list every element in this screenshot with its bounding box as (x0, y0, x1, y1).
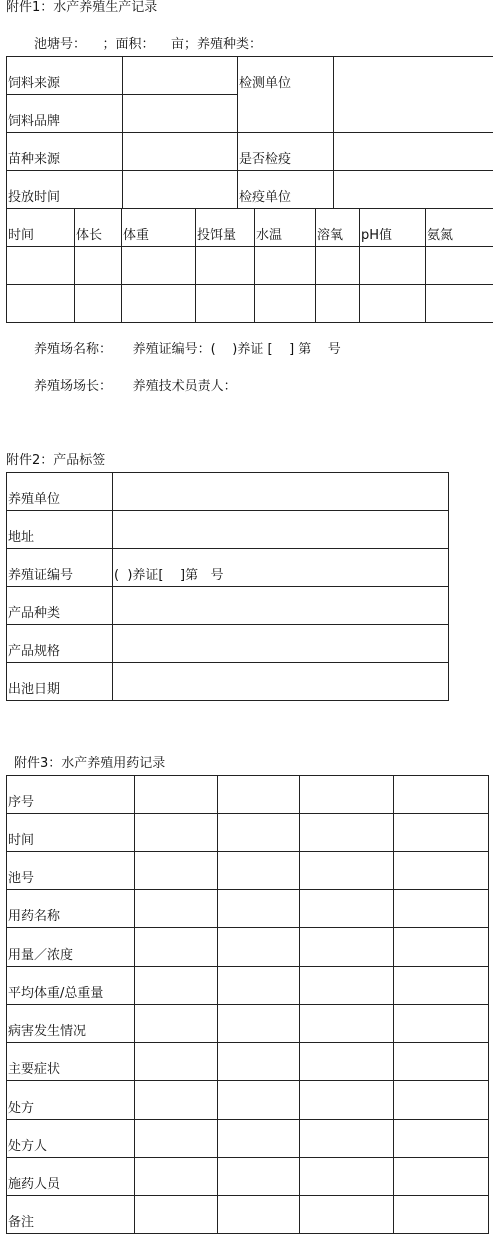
data-cell[interactable] (394, 1081, 489, 1120)
value-cell[interactable] (113, 473, 449, 511)
label-cell: 地址 (7, 511, 113, 549)
info-label: 饲料来源 (7, 57, 123, 95)
data-cell[interactable] (426, 285, 493, 323)
data-cell[interactable] (394, 1196, 489, 1234)
table-row (7, 1196, 489, 1234)
label-cell: 产品规格 (7, 625, 113, 663)
info-label: 是否检疫 (238, 133, 334, 171)
data-cell[interactable] (7, 247, 75, 285)
data-cell[interactable] (135, 1196, 218, 1234)
data-cell[interactable] (135, 928, 218, 967)
data-cell[interactable] (135, 814, 218, 852)
table-row (7, 247, 493, 285)
data-cell[interactable] (255, 285, 316, 323)
data-cell[interactable] (300, 1005, 394, 1043)
data-cell[interactable] (218, 1196, 300, 1234)
data-cell[interactable] (135, 1081, 218, 1120)
data-cell[interactable] (135, 967, 218, 1005)
data-cell[interactable] (394, 890, 489, 928)
value-cell[interactable] (113, 587, 449, 625)
data-cell[interactable] (135, 852, 218, 890)
row-label: 病害发生情况 (7, 1005, 135, 1043)
data-cell[interactable] (300, 1043, 394, 1081)
data-cell[interactable] (394, 814, 489, 852)
label-cell: 产品种类 (7, 587, 113, 625)
info-label: 检疫单位 (238, 171, 334, 209)
column-header: 溶氧 (316, 209, 360, 247)
data-cell[interactable] (300, 890, 394, 928)
data-cell[interactable] (316, 247, 360, 285)
row-label: 施药人员 (7, 1158, 135, 1196)
data-cell[interactable] (300, 776, 394, 814)
data-cell[interactable] (300, 928, 394, 967)
column-header: 体重 (122, 209, 196, 247)
column-header: 投饵量 (196, 209, 255, 247)
value-cell[interactable] (113, 663, 449, 701)
info-value-cell[interactable] (334, 57, 493, 133)
data-cell[interactable] (394, 852, 489, 890)
info-label: 检测单位 (238, 57, 334, 133)
farm-manager-line: 养殖场场长： 养殖技术员责人： (34, 379, 237, 394)
data-cell[interactable] (135, 1043, 218, 1081)
section1-subtitle: 池塘号： ；面积： 亩；养殖种类： (34, 37, 263, 52)
data-cell[interactable] (394, 1158, 489, 1196)
table-row (7, 928, 489, 967)
data-cell[interactable] (394, 1043, 489, 1081)
data-cell[interactable] (75, 285, 122, 323)
data-cell[interactable] (300, 967, 394, 1005)
table-row (7, 1043, 489, 1081)
data-cell[interactable] (135, 776, 218, 814)
info-value-cell[interactable] (123, 171, 238, 209)
row-label: 时间 (7, 814, 135, 852)
data-cell[interactable] (122, 285, 196, 323)
row-label: 处方 (7, 1081, 135, 1120)
value-cell[interactable] (113, 625, 449, 663)
table-row (7, 852, 489, 890)
column-header: 体长 (75, 209, 122, 247)
data-cell[interactable] (394, 776, 489, 814)
data-cell[interactable] (196, 247, 255, 285)
column-header: pH值 (360, 209, 426, 247)
row-label: 序号 (7, 776, 135, 814)
table-row (7, 776, 489, 814)
data-cell[interactable] (135, 890, 218, 928)
data-cell[interactable] (196, 285, 255, 323)
row-label: 池号 (7, 852, 135, 890)
data-cell[interactable] (300, 1196, 394, 1234)
info-label: 饲料品牌 (7, 95, 123, 133)
data-cell[interactable] (218, 1043, 300, 1081)
data-cell[interactable] (218, 852, 300, 890)
value-cell[interactable]: ( )养证[ ]第 号 (113, 549, 449, 587)
info-value-cell[interactable] (334, 171, 493, 209)
table-row (7, 1081, 489, 1120)
data-cell[interactable] (218, 890, 300, 928)
data-cell[interactable] (300, 1120, 394, 1158)
value-cell[interactable] (113, 511, 449, 549)
data-cell[interactable] (218, 967, 300, 1005)
row-label: 备注 (7, 1196, 135, 1234)
data-cell[interactable] (300, 852, 394, 890)
row-label: 用药名称 (7, 890, 135, 928)
section2-title: 附件2：产品标签 (6, 453, 106, 468)
data-cell[interactable] (218, 1005, 300, 1043)
data-cell[interactable] (394, 928, 489, 967)
info-label: 苗种来源 (7, 133, 123, 171)
data-cell[interactable] (135, 1005, 218, 1043)
data-cell[interactable] (394, 967, 489, 1005)
data-cell[interactable] (360, 247, 426, 285)
info-value-cell[interactable] (123, 57, 238, 95)
table-row (7, 1158, 489, 1196)
data-cell[interactable] (360, 285, 426, 323)
data-cell[interactable] (122, 247, 196, 285)
data-cell[interactable] (394, 1120, 489, 1158)
data-cell[interactable] (300, 1081, 394, 1120)
data-cell[interactable] (300, 814, 394, 852)
data-cell[interactable] (300, 1158, 394, 1196)
row-label: 主要症状 (7, 1043, 135, 1081)
data-cell[interactable] (218, 814, 300, 852)
row-label: 处方人 (7, 1120, 135, 1158)
info-value-cell[interactable] (123, 95, 238, 133)
row-label: 用量／浓度 (7, 928, 135, 967)
medication-record-table (6, 775, 489, 1234)
data-cell[interactable] (218, 928, 300, 967)
info-value-cell[interactable] (334, 133, 493, 171)
table-row (7, 967, 489, 1005)
row-label: 平均体重/总重量 (7, 967, 135, 1005)
data-cell[interactable] (255, 247, 316, 285)
data-cell[interactable] (394, 1005, 489, 1043)
label-cell: 养殖单位 (7, 473, 113, 511)
table-row (7, 890, 489, 928)
data-cell[interactable] (7, 285, 75, 323)
data-cell[interactable] (135, 1120, 218, 1158)
data-cell[interactable] (218, 776, 300, 814)
data-cell[interactable] (135, 1158, 218, 1196)
farm-name-line: 养殖场名称： 养殖证编号：( )养证 [ ] 第 号 (34, 342, 341, 357)
data-cell[interactable] (218, 1158, 300, 1196)
label-cell: 养殖证编号 (7, 549, 113, 587)
table-row (7, 285, 493, 323)
table-row (7, 1120, 489, 1158)
data-cell[interactable] (426, 247, 493, 285)
measurement-table (6, 208, 493, 323)
data-cell[interactable] (316, 285, 360, 323)
table-row (7, 814, 489, 852)
column-header: 时间 (7, 209, 75, 247)
data-cell[interactable] (218, 1081, 300, 1120)
data-cell[interactable] (75, 247, 122, 285)
data-cell[interactable] (218, 1120, 300, 1158)
section1-title: 附件1：水产养殖生产记录 (6, 0, 158, 15)
section3-title: 附件3：水产养殖用药记录 (14, 756, 166, 771)
info-value-cell[interactable] (123, 133, 238, 171)
column-header: 水温 (255, 209, 316, 247)
info-label: 投放时间 (7, 171, 123, 209)
label-cell: 出池日期 (7, 663, 113, 701)
production-info-table (6, 56, 493, 209)
product-label-table (6, 472, 449, 701)
column-header: 氨氮 (426, 209, 493, 247)
table-row (7, 1005, 489, 1043)
